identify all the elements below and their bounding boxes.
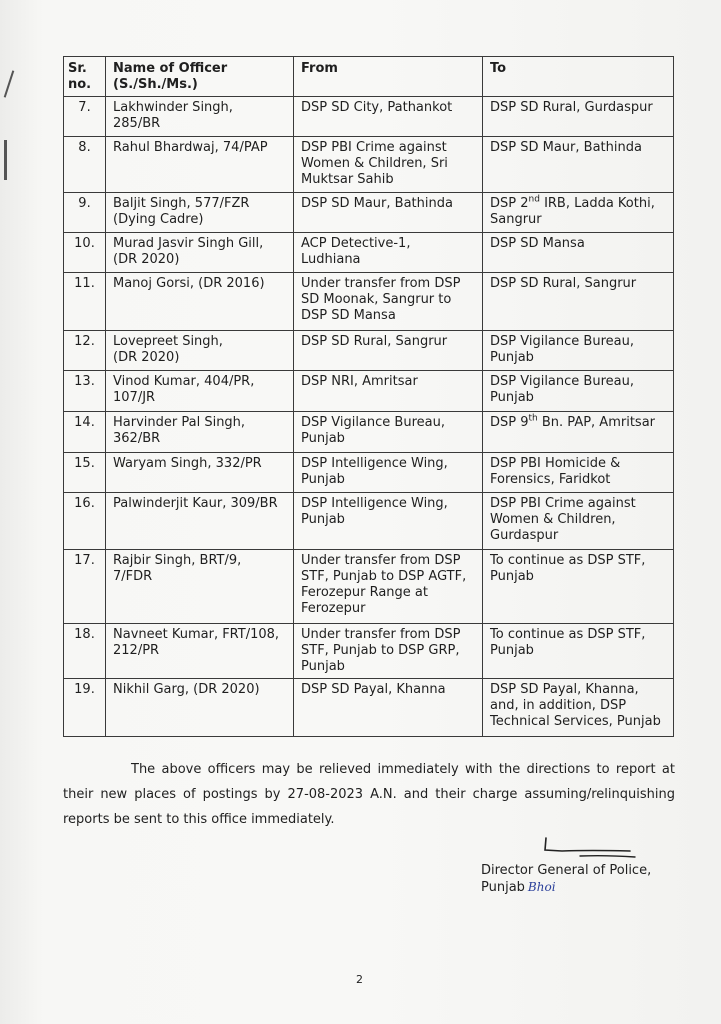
table-row <box>64 233 674 273</box>
sr-cell: 11. <box>64 273 106 331</box>
scan-edge-mark <box>4 70 15 97</box>
officer-name-cell: Lakhwinder Singh, 285/BR <box>106 97 294 137</box>
header-officer-name: Name of Officer (S./Sh./Ms.) <box>106 57 294 97</box>
officer-name-cell: Baljit Singh, 577/FZR (Dying Cadre) <box>106 193 294 233</box>
table-row <box>64 550 674 624</box>
header-sr-no: Sr. no. <box>64 57 106 97</box>
sr-cell: 8. <box>64 137 106 193</box>
signature-block <box>481 862 651 896</box>
officer-name-cell: Murad Jasvir Singh Gill, (DR 2020) <box>106 233 294 273</box>
signature-scribble <box>540 836 636 862</box>
table-row <box>64 273 674 331</box>
table-row <box>64 371 674 412</box>
sr-cell: 12. <box>64 331 106 371</box>
to-cell: DSP SD Payal, Khanna, and, in addition, DSP Technical Services, Punjab <box>483 679 674 737</box>
to-cell: DSP SD Mansa <box>483 233 674 273</box>
table-row <box>64 679 674 737</box>
from-cell: DSP SD Rural, Sangrur <box>294 331 483 371</box>
table-row <box>64 97 674 137</box>
from-cell: DSP PBI Crime against Women & Children, Sri Muktsar Sahib <box>294 137 483 193</box>
to-cell: DSP PBI Homicide & Forensics, Faridkot <box>483 453 674 493</box>
officer-name-cell: Manoj Gorsi, (DR 2016) <box>106 273 294 331</box>
to-cell: DSP SD Rural, Sangrur <box>483 273 674 331</box>
from-cell: DSP Intelligence Wing, Punjab <box>294 453 483 493</box>
officer-name-cell: Harvinder Pal Singh, 362/BR <box>106 412 294 453</box>
sr-cell: 14. <box>64 412 106 453</box>
sr-cell: 17. <box>64 550 106 624</box>
from-cell: DSP SD Payal, Khanna <box>294 679 483 737</box>
to-cell: DSP SD Rural, Gurdaspur <box>483 97 674 137</box>
posting-table <box>63 56 674 737</box>
from-cell: ACP Detective-1, Ludhiana <box>294 233 483 273</box>
sr-cell: 13. <box>64 371 106 412</box>
page-number: 2 <box>356 973 363 986</box>
from-cell: Under transfer from DSP SD Moonak, Sangrur to DSP SD Mansa <box>294 273 483 331</box>
from-cell: DSP NRI, Amritsar <box>294 371 483 412</box>
header-from: From <box>294 57 483 97</box>
table-row <box>64 493 674 550</box>
table-row <box>64 412 674 453</box>
sr-cell: 16. <box>64 493 106 550</box>
to-cell: DSP PBI Crime against Women & Children, Gurdaspur <box>483 493 674 550</box>
from-cell: DSP SD City, Pathankot <box>294 97 483 137</box>
to-cell: To continue as DSP STF, Punjab <box>483 624 674 679</box>
to-cell: DSP SD Maur, Bathinda <box>483 137 674 193</box>
signatory-location: Punjab Bhoi <box>481 880 556 895</box>
sr-cell: 18. <box>64 624 106 679</box>
table-row <box>64 453 674 493</box>
officer-name-cell: Palwinderjit Kaur, 309/BR <box>106 493 294 550</box>
officer-name-cell: Lovepreet Singh, (DR 2020) <box>106 331 294 371</box>
sr-cell: 9. <box>64 193 106 233</box>
sr-cell: 19. <box>64 679 106 737</box>
officer-name-cell: Rahul Bhardwaj, 74/PAP <box>106 137 294 193</box>
to-cell: DSP Vigilance Bureau, Punjab <box>483 371 674 412</box>
signatory-title: Director General of Police, <box>481 863 652 878</box>
to-cell: To continue as DSP STF, Punjab <box>483 550 674 624</box>
table-row <box>64 624 674 679</box>
table-header-row <box>64 57 674 97</box>
officer-name-cell: Navneet Kumar, FRT/108, 212/PR <box>106 624 294 679</box>
handwritten-initials: Bhoi <box>527 880 556 894</box>
from-cell: Under transfer from DSP STF, Punjab to DSP GRP, Punjab <box>294 624 483 679</box>
to-cell: DSP 9th Bn. PAP, Amritsar <box>483 412 674 453</box>
sr-cell: 10. <box>64 233 106 273</box>
header-to: To <box>483 57 674 97</box>
to-cell: DSP Vigilance Bureau, Punjab <box>483 331 674 371</box>
officer-name-cell: Vinod Kumar, 404/PR, 107/JR <box>106 371 294 412</box>
scan-edge-mark <box>4 140 7 180</box>
from-cell: Under transfer from DSP STF, Punjab to DSP AGTF, Ferozepur Range at Ferozepur <box>294 550 483 624</box>
to-cell: DSP 2nd IRB, Ladda Kothi, Sangrur <box>483 193 674 233</box>
instruction-paragraph: The above officers may be relieved immediately with the directions to report at their new places of postings by 27-08-2023 A.N. and their charge assuming/relinquishing reports be sent to this office immediately. <box>63 762 675 827</box>
table-row <box>64 331 674 371</box>
from-cell: DSP Intelligence Wing, Punjab <box>294 493 483 550</box>
from-cell: DSP SD Maur, Bathinda <box>294 193 483 233</box>
officer-name-cell: Nikhil Garg, (DR 2020) <box>106 679 294 737</box>
table-row <box>64 137 674 193</box>
from-cell: DSP Vigilance Bureau, Punjab <box>294 412 483 453</box>
sr-cell: 7. <box>64 97 106 137</box>
officer-name-cell: Rajbir Singh, BRT/9, 7/FDR <box>106 550 294 624</box>
sr-cell: 15. <box>64 453 106 493</box>
table-row <box>64 193 674 233</box>
officer-name-cell: Waryam Singh, 332/PR <box>106 453 294 493</box>
